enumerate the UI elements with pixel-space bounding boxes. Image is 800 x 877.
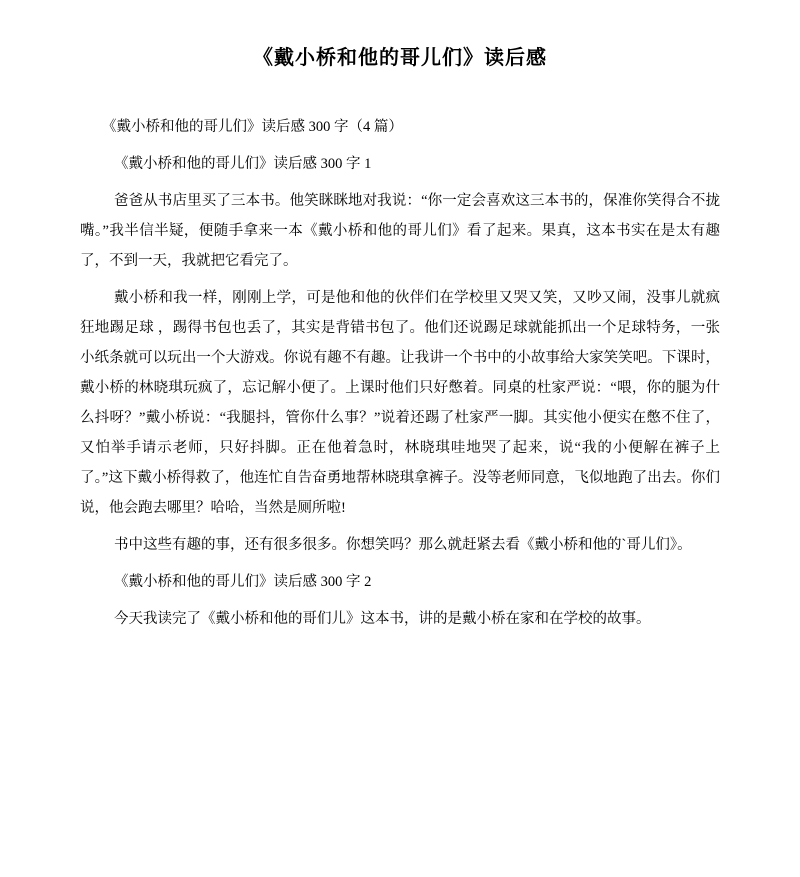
paragraph-section-heading-1: 《戴小桥和他的哥儿们》读后感 300 字 1 [114, 156, 372, 172]
document-body [80, 72, 720, 634]
paragraph-4: 今天我读完了《戴小桥和他的哥们儿》这本书，讲的是戴小桥在家和在学校的故事。 [114, 611, 651, 627]
page-title: 《戴小桥和他的哥儿们》读后感 [253, 47, 547, 69]
paragraph-1: 爸爸从书店里买了三本书。他笑眯眯地对我说：“你一定会喜欢这三本书的，保准你笑得合不拢嘴。”我半信半疑，便随手拿来一本《戴小桥和他的哥儿们》看了起来。果真，这本书实在是太有趣了，不到一天，我就把它看完了。 [80, 193, 720, 269]
paragraph-subtitle-collection: 《戴小桥和他的哥儿们》读后感 300 字（4 篇） [102, 119, 403, 135]
paragraph-3: 书中这些有趣的事，还有很多很多。你想笑吗？那么就赶紧去看《戴小桥和他的`哥儿们》。 [114, 537, 692, 553]
paragraph-section-heading-2: 《戴小桥和他的哥儿们》读后感 300 字 2 [114, 574, 372, 590]
paragraph-2: 戴小桥和我一样，刚刚上学，可是他和他的伙伴们在学校里又哭又笑，又吵又闹，没事儿就疯狂地踢足球 ，踢得书包也丢了，其实是背错书包了。他们还说踢足球就能抓出一个足球特务，一张小纸条就可以玩出一个大游戏。你说有趣不有趣。让我讲一个书中的小故事给大家笑笑吧。下课时，戴小桥的林晓琪玩疯了，忘记解小便了。上课时他们只好憋着。同桌的杜家严说：“喂，你的腿为什么抖呀？”戴小桥说：“我腿抖，管你什么事？”说着还踢了杜家严一脚。其实他小便实在憋不住了，又怕举手请示老师，只好抖脚。正在他着急时，林晓琪哇地哭了起来，说“我的小便解在裤子上了。”这下戴小桥得救了，他连忙自告奋勇地帮林晓琪拿裤子。没等老师同意，飞似地跑了出去。你们说，他会跑去哪里？哈哈，当然是厕所啦! [80, 290, 720, 516]
